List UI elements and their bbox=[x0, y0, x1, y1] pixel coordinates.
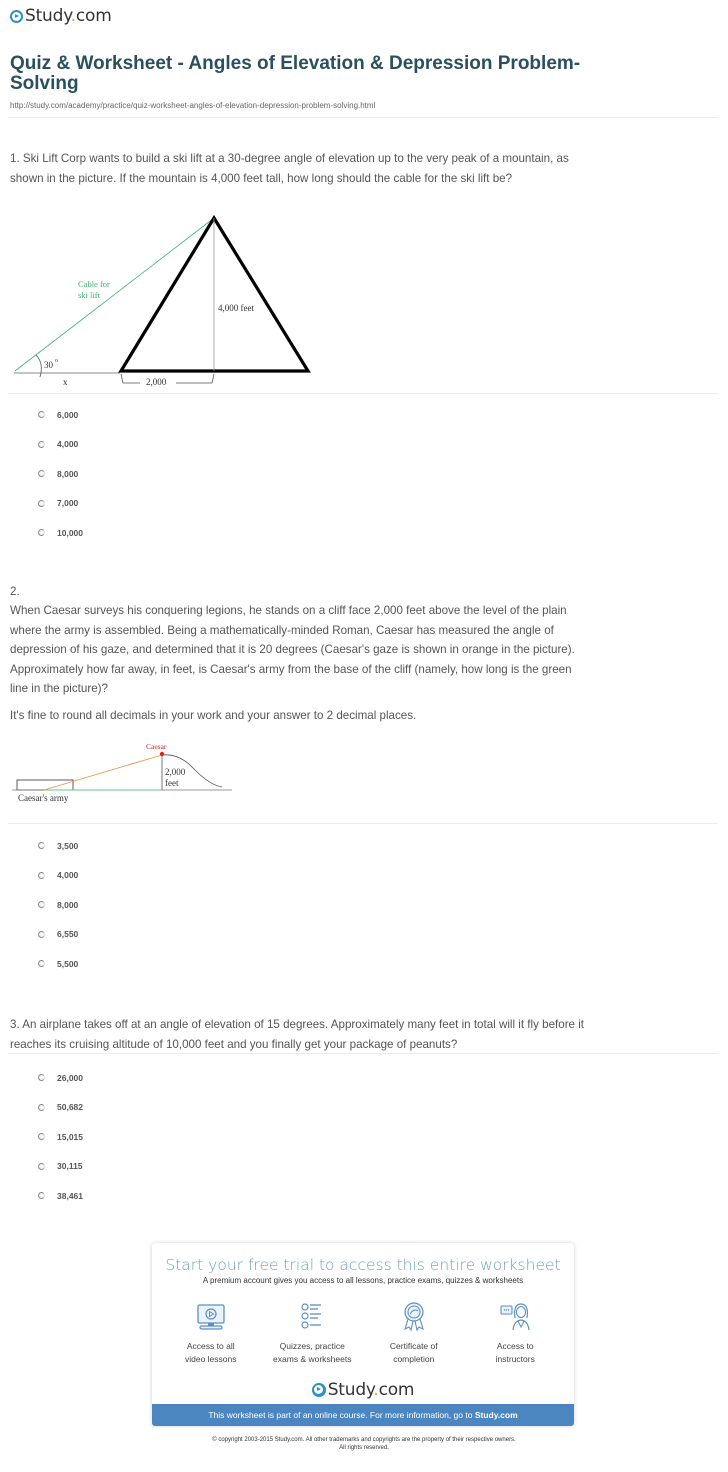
cable-label-2: ski lift bbox=[78, 290, 100, 300]
degree-symbol: o bbox=[55, 358, 58, 364]
answer-option[interactable]: 4,000 bbox=[38, 430, 83, 460]
play-logo-icon bbox=[10, 10, 23, 23]
feature-video-lessons: Access to all video lessons bbox=[163, 1300, 258, 1366]
answer-option[interactable]: 15,015 bbox=[38, 1122, 83, 1152]
answer-option[interactable]: 26,000 bbox=[38, 1063, 83, 1093]
question-2-number: 2. bbox=[10, 585, 20, 598]
answer-option[interactable]: 7,000 bbox=[38, 489, 83, 519]
x-label: x bbox=[63, 377, 68, 387]
caesar-label: Caesar bbox=[146, 742, 167, 751]
answer-option[interactable]: 5,500 bbox=[38, 949, 78, 979]
divider bbox=[8, 393, 718, 394]
answer-option[interactable]: 6,550 bbox=[38, 920, 78, 950]
height-label: 4,000 feet bbox=[218, 303, 254, 313]
feature-certificate: Certificate of completion bbox=[366, 1300, 461, 1366]
cliff-height-label-2: feet bbox=[165, 778, 179, 788]
page-url[interactable]: http://study.com/academy/practice/quiz-worksheet-angles-of-elevation-depression-problem-solving.html bbox=[10, 101, 376, 110]
course-info-bar: This worksheet is part of an online course. For more information, go to Study.com bbox=[152, 1404, 574, 1426]
ski-lift-diagram bbox=[0, 205, 330, 390]
answer-option[interactable]: 8,000 bbox=[38, 890, 78, 920]
army-label: Caesar's army bbox=[18, 793, 69, 803]
study-com-link[interactable]: Study.com bbox=[474, 1410, 518, 1420]
radio-button[interactable] bbox=[38, 441, 45, 448]
question-2-note: It's fine to round all decimals in your work and your answer to 2 decimal places. bbox=[10, 709, 417, 722]
divider bbox=[8, 1053, 718, 1054]
copyright-footer: © copyright 2003-2015 Study.com. All other trademarks and copyrights are the property of their respective owners. All rights reserved. bbox=[212, 1437, 516, 1451]
video-lesson-icon bbox=[194, 1300, 228, 1334]
answer-option[interactable]: 38,461 bbox=[38, 1181, 83, 1211]
divider bbox=[8, 823, 718, 824]
radio-button[interactable] bbox=[38, 1074, 45, 1081]
answer-option[interactable]: 3,500 bbox=[38, 831, 78, 861]
radio-button[interactable] bbox=[38, 411, 45, 418]
quiz-list-icon bbox=[295, 1300, 329, 1334]
answer-option[interactable]: 6,000 bbox=[38, 400, 83, 430]
base-label: 2,000 bbox=[146, 377, 167, 387]
radio-button[interactable] bbox=[38, 842, 45, 849]
radio-button[interactable] bbox=[38, 960, 45, 967]
radio-button[interactable] bbox=[38, 901, 45, 908]
answer-option[interactable]: 8,000 bbox=[38, 459, 83, 489]
feature-list bbox=[152, 1300, 574, 1366]
divider bbox=[8, 117, 718, 118]
radio-button[interactable] bbox=[38, 872, 45, 879]
promo-subtitle: A premium account gives you access to all lessons, practice exams, quizzes & worksheets bbox=[202, 1276, 524, 1285]
radio-button[interactable] bbox=[38, 529, 45, 536]
question-2-text: When Caesar surveys his conquering legions, he stands on a cliff face 2,000 feet above the level of the plain where the army is assembled. Being a mathematically-minded Roman, Caesar has measured the angle of depression of his gaze, and determined that it is 20 degrees (Caesar's gaze is shown in orange in the picture). Approximately how far away, in feet, is Caesar's army from the base of the cliff (namely, how long is the green line in the picture)? bbox=[10, 604, 575, 695]
angle-label: 30 bbox=[44, 360, 53, 370]
play-logo-icon bbox=[312, 1383, 326, 1397]
radio-button[interactable] bbox=[38, 931, 45, 938]
question-3-options bbox=[38, 1063, 83, 1211]
radio-button[interactable] bbox=[38, 1163, 45, 1170]
free-trial-promo bbox=[152, 1243, 574, 1426]
answer-option[interactable]: 30,115 bbox=[38, 1152, 83, 1182]
cable-label-1: Cable for bbox=[78, 279, 110, 289]
question-3-text: 3. An airplane takes off at an angle of elevation of 15 degrees. Approximately many feet in total will it fly before it reaches its cruising altitude of 10,000 feet and you finally get your package of peanuts? bbox=[10, 1018, 585, 1051]
radio-button[interactable] bbox=[38, 1104, 45, 1111]
promo-study-logo[interactable]: Study.com bbox=[152, 1380, 574, 1400]
study-logo[interactable] bbox=[10, 6, 112, 26]
radio-button[interactable] bbox=[38, 500, 45, 507]
radio-button[interactable] bbox=[38, 1133, 45, 1140]
feature-quizzes: Quizzes, practice exams & worksheets bbox=[265, 1300, 360, 1366]
caesar-cliff-diagram bbox=[0, 735, 250, 810]
promo-title[interactable]: Start your free trial to access this entire worksheet bbox=[165, 1256, 561, 1274]
instructor-chat-icon bbox=[498, 1300, 532, 1334]
certificate-ribbon-icon bbox=[397, 1300, 431, 1334]
answer-option[interactable]: 10,000 bbox=[38, 518, 83, 548]
radio-button[interactable] bbox=[38, 1192, 45, 1199]
question-1-options bbox=[38, 400, 83, 548]
answer-option[interactable]: 50,682 bbox=[38, 1093, 83, 1123]
radio-button[interactable] bbox=[38, 470, 45, 477]
logo-text: Study.com bbox=[25, 6, 112, 26]
question-1-text: 1. Ski Lift Corp wants to build a ski lift at a 30-degree angle of elevation up to the very peak of a mountain, as shown in the picture. If the mountain is 4,000 feet tall, how long should the cable for the ski lift be? bbox=[10, 152, 569, 185]
question-2-options bbox=[38, 831, 78, 979]
page-title: Quiz & Worksheet - Angles of Elevation & Depression Problem-Solving bbox=[10, 53, 581, 94]
feature-instructors: Access to instructors bbox=[468, 1300, 563, 1366]
answer-option[interactable]: 4,000 bbox=[38, 861, 78, 891]
cliff-height-label-1: 2,000 bbox=[165, 767, 186, 777]
